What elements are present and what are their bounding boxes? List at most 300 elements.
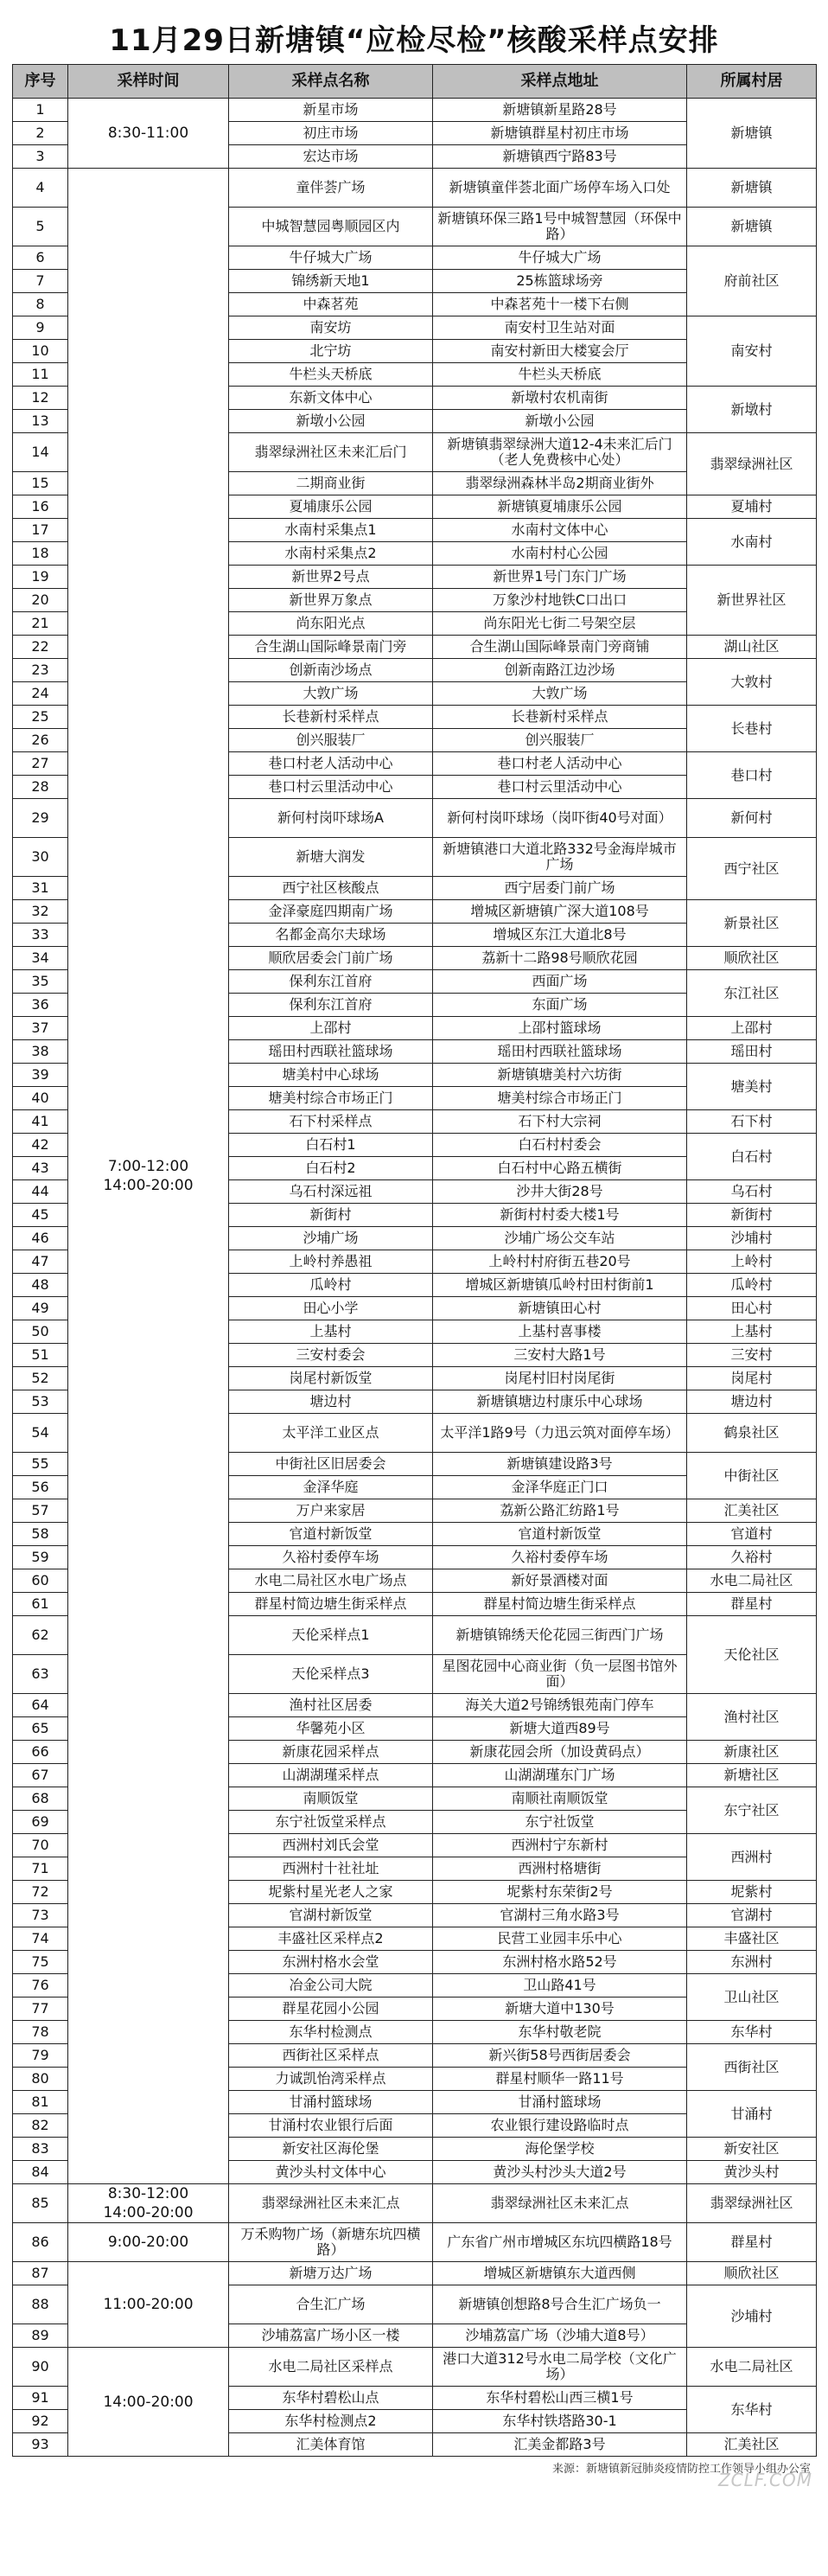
site-address-cell: 创新南路江边沙场 <box>433 659 687 682</box>
site-name-cell: 岗尾村新饭堂 <box>229 1367 433 1390</box>
serial-number-cell: 86 <box>13 2223 68 2262</box>
site-address-cell: 官道村新饭堂 <box>433 1523 687 1546</box>
site-address-cell: 新何村岗吓球场（岗吓街40号对面） <box>433 799 687 838</box>
site-address-cell: 沙埔广场公交车站 <box>433 1227 687 1250</box>
site-name-cell: 金泽豪庭四期南广场 <box>229 900 433 924</box>
village-cell: 三安村 <box>687 1344 817 1367</box>
site-address-cell: 汇美金都路3号 <box>433 2433 687 2457</box>
site-address-cell: 岗尾村旧村岗尾街 <box>433 1367 687 1390</box>
site-address-cell: 东宁社饭堂 <box>433 1811 687 1834</box>
table-row <box>13 2223 817 2262</box>
site-address-cell: 牛栏头天桥底 <box>433 363 687 387</box>
site-name-cell: 塘边村 <box>229 1390 433 1414</box>
site-name-cell: 上基村 <box>229 1320 433 1344</box>
site-name-cell: 牛仔城大广场 <box>229 246 433 270</box>
serial-number-cell: 18 <box>13 542 68 566</box>
site-address-cell: 群星村简边塘生街采样点 <box>433 1593 687 1616</box>
site-address-cell: 新塘镇创想路8号合生汇广场负一 <box>433 2285 687 2324</box>
site-address-cell: 西面广场 <box>433 970 687 994</box>
site-name-cell: 东宁社饭堂采样点 <box>229 1811 433 1834</box>
site-name-cell: 宏达市场 <box>229 145 433 169</box>
site-name-cell: 中街社区旧居委会 <box>229 1453 433 1476</box>
serial-number-cell: 65 <box>13 1717 68 1741</box>
site-address-cell: 增城区新塘镇东大道西侧 <box>433 2262 687 2285</box>
village-cell: 新塘镇 <box>687 169 817 208</box>
table-row <box>13 2262 817 2285</box>
site-name-cell: 新何村岗吓球场A <box>229 799 433 838</box>
site-address-cell: 新塘镇田心村 <box>433 1297 687 1320</box>
serial-number-cell: 60 <box>13 1569 68 1593</box>
site-name-cell: 名都金高尔夫球场 <box>229 924 433 947</box>
site-name-cell: 瑶田村西联社篮球场 <box>229 1040 433 1064</box>
serial-number-cell: 36 <box>13 994 68 1017</box>
header-serial: 序号 <box>13 65 68 99</box>
site-name-cell: 群星花园小公园 <box>229 1998 433 2021</box>
site-name-cell: 西宁社区核酸点 <box>229 877 433 900</box>
serial-number-cell: 10 <box>13 340 68 363</box>
village-cell: 巷口村 <box>687 752 817 799</box>
site-name-cell: 瓜岭村 <box>229 1274 433 1297</box>
site-address-cell: 久裕村委停车场 <box>433 1546 687 1569</box>
site-name-cell: 西洲村十社社址 <box>229 1857 433 1881</box>
serial-number-cell: 16 <box>13 495 68 519</box>
site-name-cell: 丰盛社区采样点2 <box>229 1927 433 1951</box>
serial-number-cell: 23 <box>13 659 68 682</box>
serial-number-cell: 44 <box>13 1180 68 1204</box>
site-address-cell: 荔新公路汇纺路1号 <box>433 1499 687 1523</box>
site-address-cell: 群星村顺华一路11号 <box>433 2068 687 2091</box>
serial-number-cell: 62 <box>13 1616 68 1655</box>
site-name-cell: 长巷新村采样点 <box>229 706 433 729</box>
village-cell: 顺欣社区 <box>687 2262 817 2285</box>
site-address-cell: 新塘镇西宁路83号 <box>433 145 687 169</box>
village-cell: 黄沙头村 <box>687 2161 817 2184</box>
village-cell: 上岭村 <box>687 1250 817 1274</box>
site-name-cell: 上邵村 <box>229 1017 433 1040</box>
village-cell: 东江社区 <box>687 970 817 1017</box>
village-cell: 大敦村 <box>687 659 817 706</box>
site-address-cell: 新康花园会所（加设黄码点） <box>433 1741 687 1764</box>
serial-number-cell: 83 <box>13 2138 68 2161</box>
village-cell: 白石村 <box>687 1134 817 1180</box>
serial-number-cell: 72 <box>13 1881 68 1904</box>
serial-number-cell: 41 <box>13 1110 68 1134</box>
village-cell: 久裕村 <box>687 1546 817 1569</box>
site-address-cell: 瑶田村西联社篮球场 <box>433 1040 687 1064</box>
sampling-schedule-table <box>12 64 817 2457</box>
site-address-cell: 长巷新村采样点 <box>433 706 687 729</box>
site-name-cell: 新康花园采样点 <box>229 1741 433 1764</box>
serial-number-cell: 73 <box>13 1904 68 1927</box>
header-time: 采样时间 <box>68 65 229 99</box>
site-name-cell: 童伴荟广场 <box>229 169 433 208</box>
site-address-cell: 新塘镇港口大道北路332号金海岸城市广场 <box>433 838 687 877</box>
serial-number-cell: 55 <box>13 1453 68 1476</box>
serial-number-cell: 2 <box>13 122 68 145</box>
site-address-cell: 卫山路41号 <box>433 1974 687 1998</box>
site-name-cell: 合生湖山国际峰景南门旁 <box>229 636 433 659</box>
site-name-cell: 华馨苑小区 <box>229 1717 433 1741</box>
site-name-cell: 群星村简边塘生街采样点 <box>229 1593 433 1616</box>
village-cell: 乌石村 <box>687 1180 817 1204</box>
header-site-address: 采样点地址 <box>433 65 687 99</box>
footer <box>12 2457 816 2491</box>
village-cell: 上邵村 <box>687 1017 817 1040</box>
site-name-cell: 新街村 <box>229 1204 433 1227</box>
serial-number-cell: 66 <box>13 1741 68 1764</box>
site-address-cell: 西洲村宁东新村 <box>433 1834 687 1857</box>
site-address-cell: 沙井大街28号 <box>433 1180 687 1204</box>
site-address-cell: 石下村大宗祠 <box>433 1110 687 1134</box>
village-cell: 丰盛社区 <box>687 1927 817 1951</box>
site-address-cell: 翡翠绿洲社区未来汇点 <box>433 2184 687 2223</box>
site-name-cell: 中城智慧园粤顺园区内 <box>229 208 433 246</box>
site-name-cell: 二期商业街 <box>229 472 433 495</box>
site-name-cell: 新墩小公园 <box>229 410 433 433</box>
site-name-cell: 新世界万象点 <box>229 589 433 612</box>
serial-number-cell: 42 <box>13 1134 68 1157</box>
village-cell: 沙埔村 <box>687 2285 817 2348</box>
village-cell: 水电二局社区 <box>687 1569 817 1593</box>
serial-number-cell: 63 <box>13 1655 68 1694</box>
village-cell: 群星村 <box>687 1593 817 1616</box>
site-address-cell: 新墩小公园 <box>433 410 687 433</box>
site-address-cell: 新世界1号门东门广场 <box>433 566 687 589</box>
village-cell: 东华村 <box>687 2021 817 2044</box>
village-cell: 翡翠绿洲社区 <box>687 2184 817 2223</box>
site-name-cell: 乌石村深远祖 <box>229 1180 433 1204</box>
site-address-cell: 新塘镇建设路3号 <box>433 1453 687 1476</box>
serial-number-cell: 54 <box>13 1414 68 1453</box>
site-name-cell: 上岭村养愚祖 <box>229 1250 433 1274</box>
serial-number-cell: 75 <box>13 1951 68 1974</box>
site-address-cell: 塘美村综合市场正门 <box>433 1087 687 1110</box>
serial-number-cell: 57 <box>13 1499 68 1523</box>
site-name-cell: 新塘万达广场 <box>229 2262 433 2285</box>
site-address-cell: 新塘镇塘边村康乐中心球场 <box>433 1390 687 1414</box>
site-name-cell: 新星市场 <box>229 99 433 122</box>
serial-number-cell: 4 <box>13 169 68 208</box>
serial-number-cell: 50 <box>13 1320 68 1344</box>
site-address-cell: 东华村铁塔路30-1 <box>433 2410 687 2433</box>
site-name-cell: 初庄市场 <box>229 122 433 145</box>
serial-number-cell: 48 <box>13 1274 68 1297</box>
site-address-cell: 新塘大道西89号 <box>433 1717 687 1741</box>
site-address-cell: 广东省广州市增城区东坑四横路18号 <box>433 2223 687 2262</box>
site-name-cell: 沙埔荔富广场小区一楼 <box>229 2324 433 2348</box>
site-address-cell: 荔新十二路98号顺欣花园 <box>433 947 687 970</box>
serial-number-cell: 3 <box>13 145 68 169</box>
village-cell: 塘美村 <box>687 1064 817 1110</box>
village-cell: 长巷村 <box>687 706 817 752</box>
serial-number-cell: 88 <box>13 2285 68 2324</box>
site-name-cell: 东洲村格水会堂 <box>229 1951 433 1974</box>
site-name-cell: 汇美体育馆 <box>229 2433 433 2457</box>
site-name-cell: 久裕村委停车场 <box>229 1546 433 1569</box>
village-cell: 南安村 <box>687 316 817 387</box>
village-cell: 新世界社区 <box>687 566 817 636</box>
site-name-cell: 天伦采样点1 <box>229 1616 433 1655</box>
serial-number-cell: 33 <box>13 924 68 947</box>
serial-number-cell: 1 <box>13 99 68 122</box>
site-address-cell: 增城区新塘镇广深大道108号 <box>433 900 687 924</box>
sampling-time-cell: 14:00-20:00 <box>68 2348 229 2457</box>
village-cell: 新景社区 <box>687 900 817 947</box>
serial-number-cell: 80 <box>13 2068 68 2091</box>
serial-number-cell: 13 <box>13 410 68 433</box>
site-address-cell: 新塘镇童伴荟北面广场停车场入口处 <box>433 169 687 208</box>
site-address-cell: 东面广场 <box>433 994 687 1017</box>
village-cell: 鹤泉社区 <box>687 1414 817 1453</box>
site-name-cell: 甘涌村篮球场 <box>229 2091 433 2114</box>
village-cell: 新塘镇 <box>687 99 817 169</box>
site-address-cell: 新塘镇环保三路1号中城智慧园（环保中路） <box>433 208 687 246</box>
site-address-cell: 新兴街58号西街居委会 <box>433 2044 687 2068</box>
site-address-cell: 巷口村云里活动中心 <box>433 776 687 799</box>
site-address-cell: 甘涌村篮球场 <box>433 2091 687 2114</box>
village-cell: 官湖村 <box>687 1904 817 1927</box>
serial-number-cell: 71 <box>13 1857 68 1881</box>
serial-number-cell: 70 <box>13 1834 68 1857</box>
village-cell: 东宁社区 <box>687 1787 817 1834</box>
village-cell: 新安社区 <box>687 2138 817 2161</box>
village-cell: 岗尾村 <box>687 1367 817 1390</box>
village-cell: 夏埔村 <box>687 495 817 519</box>
table-header-row <box>13 65 817 99</box>
site-name-cell: 东华村检测点2 <box>229 2410 433 2433</box>
village-cell: 新康社区 <box>687 1741 817 1764</box>
table-body <box>13 99 817 2457</box>
site-name-cell: 巷口村老人活动中心 <box>229 752 433 776</box>
site-name-cell: 水南村采集点2 <box>229 542 433 566</box>
site-name-cell: 保利东江首府 <box>229 970 433 994</box>
site-address-cell: 新塘镇新星路28号 <box>433 99 687 122</box>
site-address-cell: 新塘镇锦绣天伦花园三街西门广场 <box>433 1616 687 1655</box>
site-address-cell: 海伦堡学校 <box>433 2138 687 2161</box>
serial-number-cell: 43 <box>13 1157 68 1180</box>
village-cell: 水南村 <box>687 519 817 566</box>
village-cell: 湖山社区 <box>687 636 817 659</box>
site-name-cell: 南安坊 <box>229 316 433 340</box>
site-name-cell: 白石村2 <box>229 1157 433 1180</box>
serial-number-cell: 58 <box>13 1523 68 1546</box>
village-cell: 新何村 <box>687 799 817 838</box>
serial-number-cell: 14 <box>13 433 68 472</box>
sampling-time-cell: 11:00-20:00 <box>68 2262 229 2348</box>
village-cell: 沙埔村 <box>687 1227 817 1250</box>
sampling-time-cell: 8:30-11:00 <box>68 99 229 169</box>
site-name-cell: 冶金公司大院 <box>229 1974 433 1998</box>
site-address-cell: 巷口村老人活动中心 <box>433 752 687 776</box>
site-name-cell: 白石村1 <box>229 1134 433 1157</box>
village-cell: 新塘社区 <box>687 1764 817 1787</box>
village-cell: 瑶田村 <box>687 1040 817 1064</box>
site-name-cell: 西街社区采样点 <box>229 2044 433 2068</box>
site-name-cell: 东新文体中心 <box>229 387 433 410</box>
site-address-cell: 25栋篮球场旁 <box>433 270 687 293</box>
site-address-cell: 港口大道312号水电二局学校（文化广场） <box>433 2348 687 2387</box>
site-address-cell: 三安村大路1号 <box>433 1344 687 1367</box>
table-row <box>13 2184 817 2223</box>
site-name-cell: 中森茗苑 <box>229 293 433 316</box>
village-cell: 汇美社区 <box>687 2433 817 2457</box>
serial-number-cell: 37 <box>13 1017 68 1040</box>
serial-number-cell: 26 <box>13 729 68 752</box>
serial-number-cell: 67 <box>13 1764 68 1787</box>
serial-number-cell: 77 <box>13 1998 68 2021</box>
site-address-cell: 翡翠绿洲森林半岛2期商业街外 <box>433 472 687 495</box>
site-name-cell: 沙埔广场 <box>229 1227 433 1250</box>
serial-number-cell: 91 <box>13 2387 68 2410</box>
serial-number-cell: 74 <box>13 1927 68 1951</box>
site-address-cell: 东华村碧松山西三横1号 <box>433 2387 687 2410</box>
serial-number-cell: 79 <box>13 2044 68 2068</box>
site-address-cell: 新塘镇群星村初庄市场 <box>433 122 687 145</box>
watermark: ZCLF.COM <box>717 2470 812 2490</box>
site-name-cell: 锦绣新天地1 <box>229 270 433 293</box>
village-cell: 官道村 <box>687 1523 817 1546</box>
page-title: 11月29日新塘镇“应检尽检”核酸采样点安排 <box>109 22 719 58</box>
serial-number-cell: 25 <box>13 706 68 729</box>
serial-number-cell: 59 <box>13 1546 68 1569</box>
village-cell: 新塘镇 <box>687 208 817 246</box>
village-cell: 东洲村 <box>687 1951 817 1974</box>
site-address-cell: 水南村文体中心 <box>433 519 687 542</box>
village-cell: 中街社区 <box>687 1453 817 1499</box>
site-name-cell: 合生汇广场 <box>229 2285 433 2324</box>
site-name-cell: 东华村检测点 <box>229 2021 433 2044</box>
site-name-cell: 金泽华庭 <box>229 1476 433 1499</box>
site-name-cell: 万禾购物广场（新塘东坑四横路） <box>229 2223 433 2262</box>
site-address-cell: 增城区东江大道北8号 <box>433 924 687 947</box>
site-name-cell: 万户来家居 <box>229 1499 433 1523</box>
site-name-cell: 坭紫村星光老人之家 <box>229 1881 433 1904</box>
village-cell: 群星村 <box>687 2223 817 2262</box>
site-address-cell: 新塘镇塘美村六坊街 <box>433 1064 687 1087</box>
serial-number-cell: 27 <box>13 752 68 776</box>
sampling-time-cell: 7:00-12:00 14:00-20:00 <box>68 169 229 2184</box>
site-address-cell: 大敦广场 <box>433 682 687 706</box>
village-cell: 府前社区 <box>687 246 817 316</box>
village-cell: 塘边村 <box>687 1390 817 1414</box>
site-name-cell: 北宁坊 <box>229 340 433 363</box>
serial-number-cell: 11 <box>13 363 68 387</box>
site-name-cell: 牛栏头天桥底 <box>229 363 433 387</box>
serial-number-cell: 5 <box>13 208 68 246</box>
village-cell: 渔村社区 <box>687 1694 817 1741</box>
serial-number-cell: 34 <box>13 947 68 970</box>
serial-number-cell: 20 <box>13 589 68 612</box>
site-name-cell: 渔村社区居委 <box>229 1694 433 1717</box>
serial-number-cell: 21 <box>13 612 68 636</box>
serial-number-cell: 64 <box>13 1694 68 1717</box>
site-name-cell: 塘美村中心球场 <box>229 1064 433 1087</box>
serial-number-cell: 40 <box>13 1087 68 1110</box>
village-cell: 上基村 <box>687 1320 817 1344</box>
serial-number-cell: 7 <box>13 270 68 293</box>
site-address-cell: 万象沙村地铁C口出口 <box>433 589 687 612</box>
site-name-cell: 新安社区海伦堡 <box>229 2138 433 2161</box>
site-address-cell: 山湖湖瑾东门广场 <box>433 1764 687 1787</box>
serial-number-cell: 8 <box>13 293 68 316</box>
source-note: 来源：新塘镇新冠肺炎疫情防控工作领导小组办公室 <box>551 2463 811 2476</box>
village-cell: 汇美社区 <box>687 1499 817 1523</box>
site-address-cell: 南顺社南顺饭堂 <box>433 1787 687 1811</box>
village-cell: 翡翠绿洲社区 <box>687 433 817 495</box>
village-cell: 石下村 <box>687 1110 817 1134</box>
serial-number-cell: 69 <box>13 1811 68 1834</box>
site-address-cell: 合生湖山国际峰景南门旁商铺 <box>433 636 687 659</box>
serial-number-cell: 17 <box>13 519 68 542</box>
site-name-cell: 东华村碧松山点 <box>229 2387 433 2410</box>
header-site-name: 采样点名称 <box>229 65 433 99</box>
site-name-cell: 巷口村云里活动中心 <box>229 776 433 799</box>
site-name-cell: 力诚凯怡湾采样点 <box>229 2068 433 2091</box>
site-name-cell: 大敦广场 <box>229 682 433 706</box>
serial-number-cell: 90 <box>13 2348 68 2387</box>
site-name-cell: 创兴服装厂 <box>229 729 433 752</box>
site-address-cell: 新墩村农机南街 <box>433 387 687 410</box>
sampling-time-cell: 9:00-20:00 <box>68 2223 229 2262</box>
serial-number-cell: 93 <box>13 2433 68 2457</box>
site-name-cell: 甘涌村农业银行后面 <box>229 2114 433 2138</box>
serial-number-cell: 81 <box>13 2091 68 2114</box>
village-cell: 东华村 <box>687 2387 817 2433</box>
site-name-cell: 保利东江首府 <box>229 994 433 1017</box>
serial-number-cell: 15 <box>13 472 68 495</box>
village-cell: 田心村 <box>687 1297 817 1320</box>
table-row <box>13 2348 817 2387</box>
serial-number-cell: 30 <box>13 838 68 877</box>
serial-number-cell: 92 <box>13 2410 68 2433</box>
village-cell: 水电二局社区 <box>687 2348 817 2387</box>
site-name-cell: 尚东阳光点 <box>229 612 433 636</box>
village-cell: 新墩村 <box>687 387 817 433</box>
serial-number-cell: 22 <box>13 636 68 659</box>
site-address-cell: 新好景酒楼对面 <box>433 1569 687 1593</box>
site-name-cell: 三安村委会 <box>229 1344 433 1367</box>
site-name-cell: 新世界2号点 <box>229 566 433 589</box>
site-address-cell: 西洲村格塘街 <box>433 1857 687 1881</box>
site-name-cell: 天伦采样点3 <box>229 1655 433 1694</box>
table-row <box>13 99 817 122</box>
serial-number-cell: 76 <box>13 1974 68 1998</box>
village-cell: 甘涌村 <box>687 2091 817 2138</box>
site-address-cell: 上岭村村府街五巷20号 <box>433 1250 687 1274</box>
site-name-cell: 创新南沙场点 <box>229 659 433 682</box>
site-address-cell: 西宁居委门前广场 <box>433 877 687 900</box>
serial-number-cell: 51 <box>13 1344 68 1367</box>
serial-number-cell: 28 <box>13 776 68 799</box>
serial-number-cell: 52 <box>13 1367 68 1390</box>
site-address-cell: 白石村中心路五横街 <box>433 1157 687 1180</box>
site-address-cell: 东洲村格水路52号 <box>433 1951 687 1974</box>
serial-number-cell: 9 <box>13 316 68 340</box>
site-address-cell: 沙埔荔富广场（沙埔大道8号） <box>433 2324 687 2348</box>
site-address-cell: 中森茗苑十一楼下右侧 <box>433 293 687 316</box>
site-address-cell: 上邵村篮球场 <box>433 1017 687 1040</box>
site-address-cell: 民营工业园丰乐中心 <box>433 1927 687 1951</box>
sampling-time-cell: 8:30-12:00 14:00-20:00 <box>68 2184 229 2223</box>
site-name-cell: 田心小学 <box>229 1297 433 1320</box>
site-name-cell: 山湖湖瑾采样点 <box>229 1764 433 1787</box>
site-address-cell: 增城区新塘镇瓜岭村田村街前1 <box>433 1274 687 1297</box>
serial-number-cell: 12 <box>13 387 68 410</box>
serial-number-cell: 38 <box>13 1040 68 1064</box>
village-cell: 坭紫村 <box>687 1881 817 1904</box>
serial-number-cell: 68 <box>13 1787 68 1811</box>
serial-number-cell: 87 <box>13 2262 68 2285</box>
